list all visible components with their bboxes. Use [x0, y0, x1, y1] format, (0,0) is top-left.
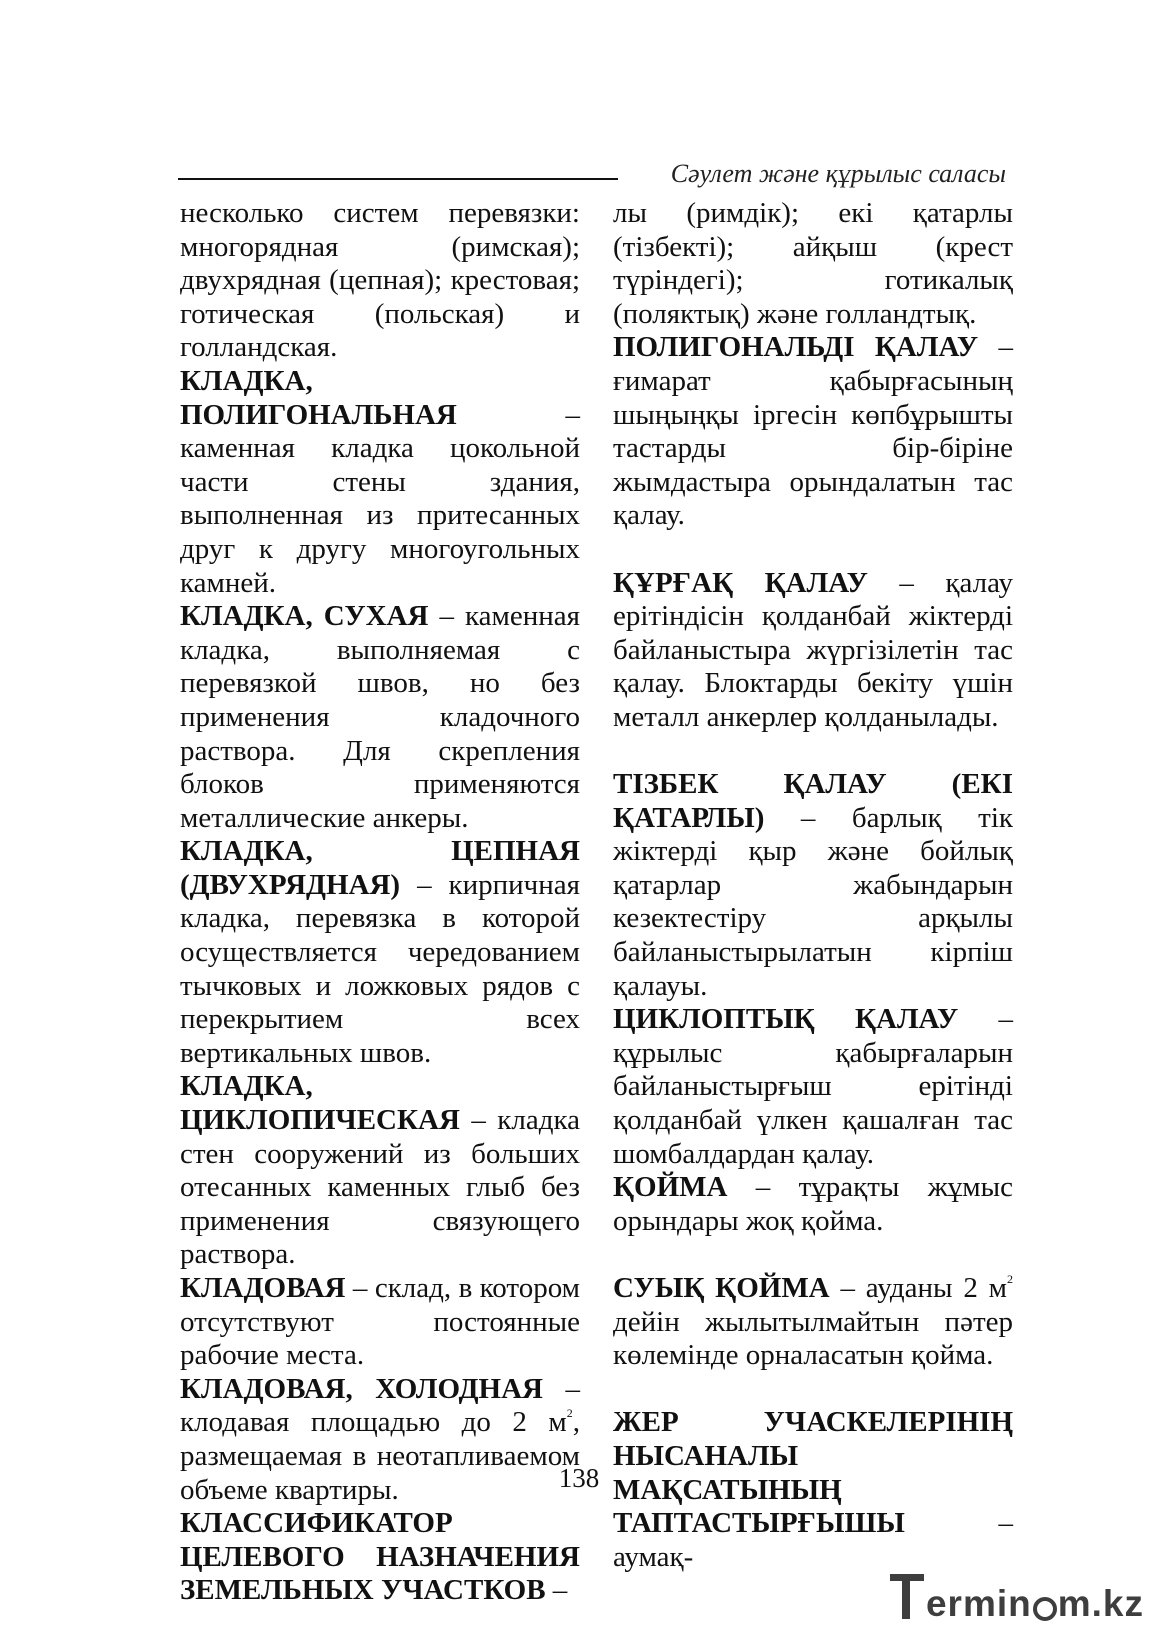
- entry-definition: – каменная кладка цокольной части стены здания, выполненная из притесанных друг к другу многоугольных камней.: [180, 398, 580, 599]
- entry-definition: – тұрақты жұмыс орындары жоқ қойма.: [613, 1171, 1013, 1237]
- spacer: [613, 735, 1013, 769]
- left-column: [180, 197, 580, 1608]
- entry-term: КЛАДОВАЯ, ХОЛОДНАЯ: [180, 1372, 543, 1405]
- entry-term: КЛАССИФИКАТОР ЦЕЛЕВОГО НАЗНАЧЕНИЯ ЗЕМЕЛЬНЫХ УЧАСТКОВ: [180, 1507, 580, 1607]
- entry-qurgaq-qalau: [613, 567, 1013, 735]
- continuation-paragraph: несколько систем перевязки: многорядная (римская); двухрядная (цепная); крестовая; готическая (польская) и голландская.: [180, 197, 580, 364]
- entry-term: КЛАДКА, ЦИКЛОПИЧЕСКАЯ: [180, 1070, 460, 1137]
- entry-kladka-tsiklopicheskaya: [180, 1070, 580, 1272]
- entry-tsikloptyq-qalau: [613, 1003, 1013, 1171]
- logo-text-b: m.kz: [1057, 1583, 1144, 1624]
- entry-definition: –: [545, 1574, 568, 1607]
- superscript: 2: [1007, 1272, 1013, 1286]
- spacer: [613, 533, 1013, 567]
- termincom-logo: [890, 1574, 1144, 1625]
- entry-term: КЛАДКА, ЦЕПНАЯ (ДВУХРЯДНАЯ): [180, 835, 580, 901]
- entry-definition-cont: , размещаемая в неотапливаемом объеме квартиры.: [180, 1406, 580, 1506]
- entry-term: ЦИКЛОПТЫҚ ҚАЛАУ: [613, 1003, 959, 1036]
- entry-definition: – каменная кладка, выполняемая с перевязкой швов, но без применения кладочного раствора. Для скрепления блоков применяются металлические анкеры.: [180, 600, 580, 834]
- entry-suyq-qoima: [613, 1272, 1013, 1373]
- entry-term: КЛАДОВАЯ: [180, 1272, 346, 1304]
- page-number: 138: [558, 1463, 600, 1493]
- entry-kladovaya: [180, 1272, 580, 1373]
- entry-term: ТІЗБЕК ҚАЛАУ (ЕКІ ҚАТАРЛЫ): [613, 768, 1013, 834]
- entry-term: КЛАДКА, ПОЛИГОНАЛЬНАЯ: [180, 364, 457, 431]
- entry-term: ПОЛИГОНАЛЬДІ ҚАЛАУ: [613, 331, 979, 364]
- spacer: [613, 1238, 1013, 1272]
- entry-definition: – ғимарат қабырғасының шыңыңқы іргесін көпбұрышты тастарды бір-біріне жымдастыра орындалатын тас қалау.: [613, 331, 1013, 532]
- entry-term: ЖЕР УЧАСКЕЛЕРІНІҢ НЫСАНАЛЫ МАҚСАТЫНЫҢ ТАПТАСТЫРҒЫШЫ: [613, 1406, 1013, 1540]
- entry-definition: – қалау ерітіндісін қолданбай жіктерді байланыстыра жүргізілетін тас қалау. Блоктарды бекіту үшін металл анкерлер қолданылады.: [613, 566, 1013, 733]
- entry-poligonaldi-qalau: [613, 331, 1013, 533]
- entry-definition: – аумақ-: [613, 1507, 1013, 1573]
- entry-definition: – кирпичная кладка, перевязка в которой осуществляется чередованием тычковых и ложковых рядов с перекрытием всех вертикальных швов.: [180, 868, 580, 1069]
- logo-t-glyph: [890, 1574, 924, 1625]
- entry-term: СУЫҚ ҚОЙМА: [613, 1272, 830, 1304]
- entry-klassifikator: [180, 1507, 580, 1608]
- entry-kladka-poligonalnaya: [180, 365, 580, 600]
- entry-definition: – клодавая площадью до 2 м: [180, 1372, 580, 1439]
- entry-definition-cont: дейін жылытылмайтын пәтер көлемінде орналасатын қойма.: [613, 1305, 1013, 1372]
- entry-definition: – склад, в котором отсутствуют постоянные рабочие места.: [180, 1272, 580, 1372]
- entry-term: ҚҰРҒАҚ ҚАЛАУ: [613, 566, 868, 599]
- spacer: [613, 1373, 1013, 1407]
- logo-magnifier-icon: [1033, 1597, 1057, 1621]
- superscript: 2: [566, 1406, 573, 1421]
- entry-definition: – барлық тік жіктерді қыр және бойлық қатарлар жабындарын кезектестіру арқылы байланыстырылатын кірпіш қалауы.: [613, 801, 1013, 1002]
- logo-text-a: ermin: [925, 1583, 1032, 1624]
- entry-tizbek-qalau: [613, 768, 1013, 1003]
- entry-kladka-tsepnaya: [180, 835, 580, 1070]
- running-head: Сәулет және құрылыс саласы: [670, 159, 1006, 188]
- entry-term: ҚОЙМА: [613, 1171, 728, 1204]
- right-column: [613, 197, 1013, 1574]
- entry-definition: – ауданы 2 м: [829, 1272, 1007, 1304]
- header-rule: [178, 178, 618, 180]
- entry-term: КЛАДКА, СУХАЯ: [180, 600, 429, 633]
- entry-definition: – кладка стен сооружений из больших отесанных каменных глыб без применения связующего раствора.: [180, 1104, 580, 1271]
- continuation-paragraph: лы (римдік); екі қатарлы (тізбекті); айқыш (крест түріндегі); готикалық (поляктық) және голландтық.: [613, 197, 1013, 330]
- entry-qoima: [613, 1171, 1013, 1238]
- entry-kladka-sukhaya: [180, 600, 580, 835]
- entry-definition: – құрылыс қабырғаларын байланыстырғыш ерітінді қолданбай үлкен қашалған тас шомбалдардан қалау.: [613, 1003, 1013, 1170]
